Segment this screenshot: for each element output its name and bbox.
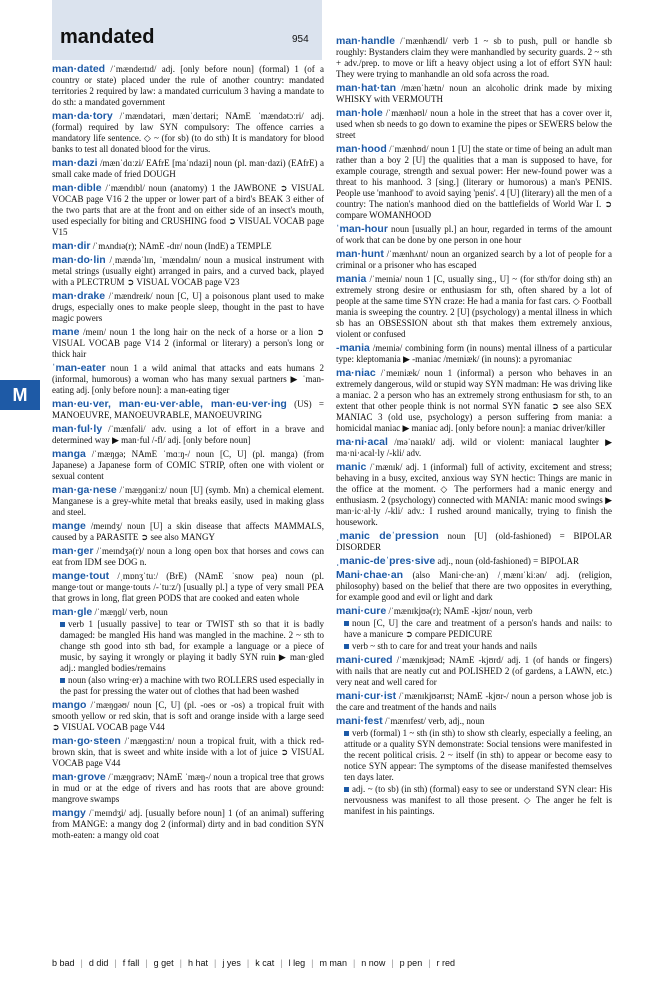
entry-definition: /ˈmændətəri, mænˈdeɪtəri; NAmE ˈmændətɔːri/ adj. (formal) required by law SYN compulsory: The offence carries a mandatory life sentence. ◇ ~ (for sb) (to do sth) It is mandatory for blood banks to test all donated blood for the virus. — [52, 111, 324, 154]
entry-definition: /ˈmænɪkjʊə(r); NAmE -kjʊr/ noun, verb — [388, 606, 533, 616]
dictionary-entry — [336, 36, 612, 80]
dictionary-entry — [52, 571, 324, 604]
entry-headword[interactable]: man·hat·tan — [336, 82, 397, 94]
pronunciation-pair: j yes — [222, 958, 241, 968]
pronunciation-pair: m man — [319, 958, 347, 968]
dictionary-entry — [52, 546, 324, 568]
entry-headword[interactable]: man·hood — [336, 143, 387, 155]
entry-headword[interactable]: mani·cur·ist — [336, 690, 397, 702]
entry-definition: /ˈmæŋɡəʊ/ noun [C, U] (pl. -oes or -os) a tropical fruit with smooth yellow or red skin, that is soft and orange inside with a large seed ➲ VISUAL VOCAB page V44 — [52, 700, 325, 732]
dictionary-entry — [336, 655, 612, 688]
entry-headword[interactable]: Mani·chae·an — [336, 569, 404, 581]
entry-definition: noun [U] (old-fashioned) = BIPOLAR DISORDER — [336, 531, 612, 552]
entry-definition: (US) = MANOEUVRE, MANOEUVRABLE, MANOEUVRING — [52, 399, 325, 420]
entry-headword[interactable]: man·hunt — [336, 248, 384, 260]
dictionary-entry — [52, 291, 324, 324]
sense-block — [336, 784, 612, 817]
entry-headword[interactable]: man·drake — [52, 290, 106, 302]
dictionary-entry — [52, 255, 324, 288]
dictionary-entry — [336, 144, 612, 221]
entry-headword[interactable]: mania — [336, 273, 367, 285]
entry-headword[interactable]: man·gle — [52, 606, 93, 618]
entry-definition: /meɪn/ noun 1 the long hair on the neck of a horse or a lion ➲ VISUAL VOCAB page V14 2 (informal or literary) a person's long or thick hair — [52, 327, 324, 359]
entry-definition: /ˈmænhʌnt/ noun an organized search by a lot of people for a criminal or a prisoner who has escaped — [336, 249, 613, 270]
dictionary-entry — [52, 449, 324, 482]
separator: | — [391, 958, 394, 968]
bullet-square-icon — [344, 787, 349, 792]
sense-text: noun [C, U] the care and treatment of a person's hands and nails: to have a manicure ➲ compare PEDICURE — [344, 618, 612, 639]
sense-text: verb 1 [usually passive] to tear or TWIST sth so that it is badly damaged: be mangled His hand was mangled in the machine. 2 ~ sth to change sth good into sth bad, for example a language or a piece of music, by saying it wrongly or playing it badly SYN ruin ▶ man·gled adj.: mangled bodies/remains — [60, 619, 324, 673]
entry-definition: /ˈmeɪndʒi/ adj. [usually before noun] 1 (of an animal) suffering from MANGE: a mangy dog 2 (informal) dirty and in bad condition SYN moth-eaten: a mangy old coat — [52, 808, 325, 840]
dictionary-entry — [336, 462, 612, 528]
dictionary-entry — [52, 399, 324, 421]
entry-definition: /meɪniə/ combining form (in nouns) mental illness of a particular type: kleptomania ▶ -maniac /meɪniæk/ (in nouns): a pyromaniac — [336, 343, 612, 364]
entry-definition: /ˈmæŋɡl/ verb, noun — [94, 607, 168, 617]
entry-headword[interactable]: man·handle — [336, 35, 395, 47]
dictionary-entry — [336, 108, 612, 141]
entry-headword[interactable]: mani·fest — [336, 715, 383, 727]
sense-block — [52, 619, 324, 674]
entry-headword[interactable]: mango — [52, 699, 87, 711]
entry-headword[interactable]: mangy — [52, 807, 86, 819]
page-headword: mandated — [60, 26, 155, 48]
entry-headword[interactable]: man·do·lin — [52, 254, 106, 266]
bullet-square-icon — [60, 678, 65, 683]
entry-definition: adj., noun (old-fashioned) = BIPOLAR — [437, 556, 580, 566]
entry-headword[interactable]: man·hole — [336, 107, 383, 119]
separator: | — [352, 958, 356, 968]
pronunciation-pair: n now — [361, 958, 386, 968]
entry-headword[interactable]: ˈman-eater — [52, 362, 106, 374]
sense-text: noun (also wring·er) a machine with two ROLLERS used especially in the past for pressing the water out of clothes that had been washed — [60, 675, 324, 696]
dictionary-entry — [52, 521, 324, 543]
pronunciation-pair: h hat — [187, 958, 209, 968]
entry-headword[interactable]: man·grove — [52, 771, 106, 783]
dictionary-entry — [336, 716, 612, 817]
entry-headword[interactable]: man·ga·nese — [52, 484, 117, 496]
entry-definition: /ˈmænhəʊl/ noun a hole in the street that has a cover over it, used when sb needs to go down to examine the pipes or SEWERS below the street — [336, 108, 612, 140]
entry-definition: /ˈmeɪniə/ noun 1 [C, usually sing., U] ~ (for sth/for doing sth) an extremely strong desire or enthusiasm for sth, often shared by a lot of people at the same time SYN craze: He had a mania for fast cars. ◇ Football mania is sweeping the country. 2 [U] (psychology) a mental illness in which sb has an OBSESSION about sth that makes them extremely anxious, violent or confused — [336, 274, 613, 339]
dictionary-entry — [52, 772, 324, 805]
sense-block — [336, 728, 612, 783]
separator: | — [114, 958, 117, 968]
bullet-square-icon — [344, 644, 349, 649]
bullet-square-icon — [344, 731, 349, 736]
entry-definition: /ˈmændreɪk/ noun [C, U] a poisonous plant used to make drugs, especially ones to make people sleep, thought in the past to have magic powers — [52, 291, 324, 323]
dictionary-entry — [336, 83, 612, 105]
dictionary-entry — [52, 327, 324, 360]
sense-block — [336, 641, 612, 652]
entry-definition: /ˈmænhʊd/ noun 1 [U] the state or time of being an adult man rather than a boy 2 [U] the qualities that a man is supposed to have, for example courage, strength and sexual power: Her new-found power was a threat to his manhood. 3 [sing.] (literary or humorous) a man's PENIS. People use 'manhood' to avoid saying 'penis'. 4 [U] (literary) all the men of a country: The nation's manhood died on the battlefields of World War I. ➲ compare WOMANHOOD — [336, 144, 612, 220]
sense-block — [336, 618, 612, 640]
dictionary-entry — [336, 531, 612, 553]
dictionary-entry — [52, 808, 324, 841]
entry-definition: /ˈmʌndɪə(r); NAmE -dɪr/ noun (IndE) a TEMPLE — [92, 241, 272, 251]
dictionary-entry — [336, 691, 612, 713]
entry-headword[interactable]: man·ful·ly — [52, 423, 103, 435]
pronunciation-pair: f fall — [122, 958, 140, 968]
entry-headword[interactable]: man·dated — [52, 63, 106, 75]
separator: | — [179, 958, 182, 968]
entry-headword[interactable]: mani·cure — [336, 605, 387, 617]
pronunciation-pair: k cat — [255, 958, 275, 968]
dictionary-entry — [52, 607, 324, 697]
dictionary-entry — [336, 249, 612, 271]
dictionary-entry — [336, 343, 612, 365]
entry-headword[interactable]: ma·ni·acal — [336, 436, 388, 448]
entry-headword[interactable]: man·ger — [52, 545, 94, 557]
dictionary-entry — [52, 158, 324, 180]
entry-definition: /ˈmeɪndʒə(r)/ noun a long open box that horses and cows can eat from IDM see DOG n. — [52, 546, 325, 567]
page-number: 954 — [292, 34, 309, 45]
dictionary-entry — [52, 424, 324, 446]
dictionary-entry — [336, 368, 612, 434]
entry-definition: /ˈmænɪfest/ verb, adj., noun — [384, 716, 485, 726]
entry-headword[interactable]: man·eu·ver, man·eu·ver·able, man·eu·ver·ing — [52, 398, 287, 410]
entry-headword[interactable]: manic — [336, 461, 367, 473]
entry-headword[interactable]: man·dible — [52, 182, 102, 194]
entry-definition: /ˌmændəˈlɪn, ˈmændəlɪn/ noun a musical instrument with metal strings (usually eight) arranged in pairs, and a curved back, played with a PLECTRUM ➲ VISUAL VOCAB page V23 — [52, 255, 325, 287]
entry-definition: /ˈmæŋɡəniːz/ noun [U] (symb. Mn) a chemical element. Manganese is a grey-white metal that breaks easily, used in making glass and steel. — [52, 485, 324, 517]
entry-definition: noun 1 a wild animal that attacks and eats humans 2 (informal, humorous) a woman who has many sexual partners ▶ ˈman-eating adj. [only before noun]: a man-eating tiger — [52, 363, 325, 395]
dictionary-entry — [336, 570, 612, 603]
bullet-square-icon — [344, 621, 349, 626]
entry-headword[interactable]: ˌmanic-deˈpres·sive — [336, 555, 436, 567]
left-column — [52, 64, 324, 844]
right-column — [336, 36, 612, 820]
entry-headword[interactable]: mange — [52, 520, 86, 532]
separator: | — [80, 958, 83, 968]
pronunciation-pair: d did — [88, 958, 109, 968]
pronunciation-pair: b bad — [52, 958, 75, 968]
dictionary-entry — [336, 224, 612, 246]
dictionary-entry — [336, 606, 612, 652]
entry-definition: /ˈmæŋɡrəʊv; NAmE ˈmæŋ-/ noun a tropical tree that grows in mud or at the edge of rivers and has roots that are above ground: mangrove swamps — [52, 772, 325, 804]
dictionary-entry — [336, 556, 612, 567]
entry-definition: (also Mani·che·an) /ˌmænɪˈkiːən/ adj. (religion, philosophy) based on the belief that there are two opposites in everything, for example good and evil or light and dark — [336, 570, 612, 602]
separator: | — [246, 958, 250, 968]
entry-headword[interactable]: man·go·steen — [52, 735, 121, 747]
dictionary-entry — [52, 111, 324, 155]
entry-definition: /ˈmænfəli/ adv. using a lot of effort in a brave and determined way ▶ man·ful /-fl/ adj. [only before noun] — [52, 424, 325, 445]
pronunciation-pair: r red — [436, 958, 456, 968]
entry-headword[interactable]: ma·niac — [336, 367, 376, 379]
pronunciation-pair: g get — [153, 958, 174, 968]
dictionary-entry — [52, 241, 324, 252]
entry-definition: /mænˈhætn/ noun an alcoholic drink made by mixing WHISKY with VERMOUTH — [336, 83, 612, 104]
entry-definition: /ˈmæŋɡəstiːn/ noun a tropical fruit, with a thick red-brown skin, that is sweet and white inside with a lot of juice ➲ VISUAL VOCAB page V44 — [52, 736, 324, 768]
dictionary-entry — [52, 736, 324, 769]
entry-headword[interactable]: mange·tout — [52, 570, 110, 582]
sense-text: verb (formal) 1 ~ sth (in sth) to show sth clearly, especially a feeling, an attitude or a quality SYN demonstrate: Social tensions were manifested in the recent political crisis. 2 ~ itself (in sth) to appear or become easy to notice SYN appear: The symptoms of the disease manifested themselves ten days later. — [344, 728, 612, 782]
sense-block — [52, 675, 324, 697]
entry-headword[interactable]: man·dazi — [52, 157, 98, 169]
thumb-index-tab[interactable]: M — [0, 380, 40, 410]
entry-headword[interactable]: mane — [52, 326, 80, 338]
entry-definition: /mænˈdɑːzi/ EAfrE [maˈndazi] noun (pl. man·dazi) (EAfrE) a small cake made of fried DOUGH — [52, 158, 324, 179]
pronunciation-pair: l leg — [288, 958, 306, 968]
entry-headword[interactable]: ˌmanic deˈpression — [336, 530, 439, 542]
bullet-square-icon — [60, 622, 65, 627]
separator: | — [280, 958, 283, 968]
entry-definition: /ˈmændeɪtɪd/ adj. [only before noun] (formal) 1 (of a country or state) placed under the rule of another country: mandated territories 2 required by law: a mandated curriculum 3 having a mandate to do sth: a mandated government — [52, 64, 325, 107]
entry-definition: /ˈmænɪkjʊərɪst; NAmE -kjʊr-/ noun a person whose job is the care and treatment of the hands and nails — [336, 691, 612, 712]
pronunciation-key — [52, 956, 612, 970]
entry-definition: noun [usually pl.] an hour, regarded in terms of the amount of work that can be done by one person in one hour — [336, 224, 612, 245]
entry-headword[interactable]: man·da·tory — [52, 110, 113, 122]
dictionary-entry — [52, 485, 324, 518]
entry-definition: /məˈnaɪəkl/ adj. wild or violent: maniacal laughter ▶ ma·ni·acal·ly /-kli/ adv. — [336, 437, 612, 458]
entry-definition: /ˈmeɪniæk/ noun 1 (informal) a person who behaves in an extremely dangerous, wild or stupid way SYN madman: He was driving like a maniac. 2 a person who has an extremely strong enthusiasm for sth, to an extent that other people think is not normal SYN fanatic ➲ see also SEX MANIAC 3 (old use, psychology) a person suffering from mania: a homicidal maniac ▶ maniac adj. [only before noun]: a maniac driver/killer — [336, 368, 613, 433]
separator: | — [145, 958, 148, 968]
dictionary-entry — [52, 64, 324, 108]
entry-definition: /ˈmænɪkjʊəd; NAmE -kjʊrd/ adj. 1 (of hands or fingers) with nails that are neatly cut and POLISHED 2 (of gardens, a LAWN, etc.) very neat and well cared for — [336, 655, 613, 687]
sense-text: adj. ~ (to sb) (in sth) (formal) easy to see or understand SYN clear: His nervousness was manifest to all those present. ◇ The anger he felt is manifest in his paintings. — [344, 784, 612, 816]
entry-headword[interactable]: manga — [52, 448, 86, 460]
separator: | — [311, 958, 314, 968]
entry-definition: /ˈmændɪbl/ noun (anatomy) 1 the JAWBONE ➲ VISUAL VOCAB page V16 2 the upper or lower part of a bird's BEAK 3 either of the two parts that are at the front and on either side of an insect's mouth, used especially for biting and CRUSHING food ➲ VISUAL VOCAB page V15 — [52, 183, 325, 237]
dictionary-entry — [52, 700, 324, 733]
sense-text: verb ~ sth to care for and treat your hands and nails — [352, 641, 538, 651]
separator: | — [214, 958, 217, 968]
entry-headword[interactable]: -mania — [336, 342, 370, 354]
dictionary-entry — [52, 363, 324, 396]
entry-definition: /ˌmɒnʒˈtuː/ (BrE) (NAmE ˈsnow pea) noun (pl. mange·tout or mange·touts /-ˈtuːz/) [usually pl.] a type of very small PEA that grows in long, flat green PODS that are cooked and eaten whole — [52, 571, 324, 603]
dictionary-entry — [52, 183, 324, 238]
entry-headword[interactable]: ˈman-hour — [336, 223, 388, 235]
entry-headword[interactable]: man·dir — [52, 240, 91, 252]
entry-definition: /ˈmænhændl/ verb 1 ~ sb to push, pull or handle sb roughly: Bystanders claim they were manhandled by security guards. 2 ~ sth + adv./prep. to move or lift a heavy object using a lot of effort SYN haul: They were trying to manhandle an old sofa across the road. — [336, 36, 612, 79]
separator: | — [428, 958, 431, 968]
dictionary-entry — [336, 274, 612, 340]
entry-definition: /ˈmæŋɡə; NAmE ˈmɑːŋ-/ noun [C, U] (pl. manga) (from Japanese) a Japanese form of COMIC STRIP, often one with violent or sexual content — [52, 449, 325, 481]
entry-definition: /meɪndʒ/ noun [U] a skin disease that affects MAMMALS, caused by a PARASITE ➲ see also MANGY — [52, 521, 325, 542]
dictionary-entry — [336, 437, 612, 459]
pronunciation-pair: p pen — [399, 958, 423, 968]
entry-definition: /ˈmænɪk/ adj. 1 (informal) full of activity, excitement and stress; behaving in a busy, excited, anxious way SYN hectic: Things are manic in the office at the moment. ◇ The performers had a manic energy and enthusiasm. 2 (psychology) connected with MANIA: manic mood swings ▶ man·ic·al·ly /-kli/ adv.: I rushed around manically, trying to finish the housework. — [336, 462, 613, 527]
entry-headword[interactable]: mani·cured — [336, 654, 393, 666]
